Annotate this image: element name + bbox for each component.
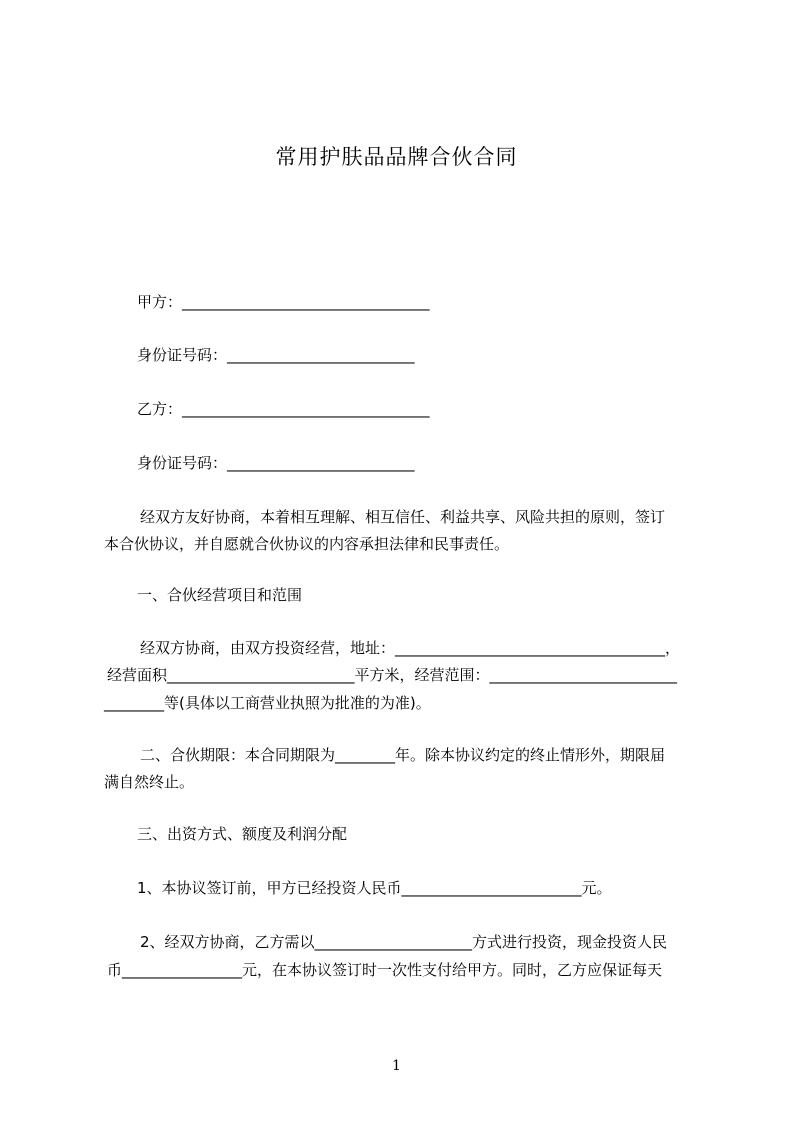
intro-paragraph-line-2: 本合伙协议，并自愿就合伙协议的内容承担法律和民事责任。 [104, 535, 510, 553]
party-a-id-line: 身份证号码：_________________________ [137, 346, 415, 364]
section-1-line-3: ________等(具体以工商营业执照为批准的为准)。 [104, 694, 431, 712]
party-b-line: 乙方：_________________________________ [137, 400, 430, 418]
document-title: 常用护肤品品牌合伙合同 [275, 145, 518, 169]
clause-2-line-2: 币________________元，在本协议签订时一次性支付给甲方。同时，乙方应保证每天 [107, 961, 663, 979]
section-1-heading: 一、合伙经营项目和范围 [137, 586, 303, 604]
party-b-id-line: 身份证号码：_________________________ [137, 454, 415, 472]
section-1-line-1: 经双方协商，由双方投资经营，地址：____________________________________， [140, 639, 681, 657]
intro-paragraph-line-1: 经双方友好协商，本着相互理解、相互信任、利益共享、风险共担的原则，签订 [140, 508, 666, 526]
page-number: 1 [392, 1058, 401, 1074]
section-1-line-2: 经营面积_________________________平方米，经营范围：_________________________ [107, 666, 678, 684]
clause-1-line: 1、本协议签订前，甲方已经投资人民币________________________元。 [137, 879, 612, 897]
party-a-line: 甲方：_________________________________ [137, 293, 430, 311]
section-2-line-2: 满自然终止。 [104, 773, 195, 791]
clause-2-line-1: 2、经双方协商，乙方需以_____________________方式进行投资，现金投资人民 [140, 933, 668, 951]
section-2-line-1: 二、合伙期限：本合同期限为________年。除本协议约定的终止情形外，期限届 [140, 746, 666, 764]
section-3-heading: 三、出资方式、额度及利润分配 [137, 825, 348, 843]
